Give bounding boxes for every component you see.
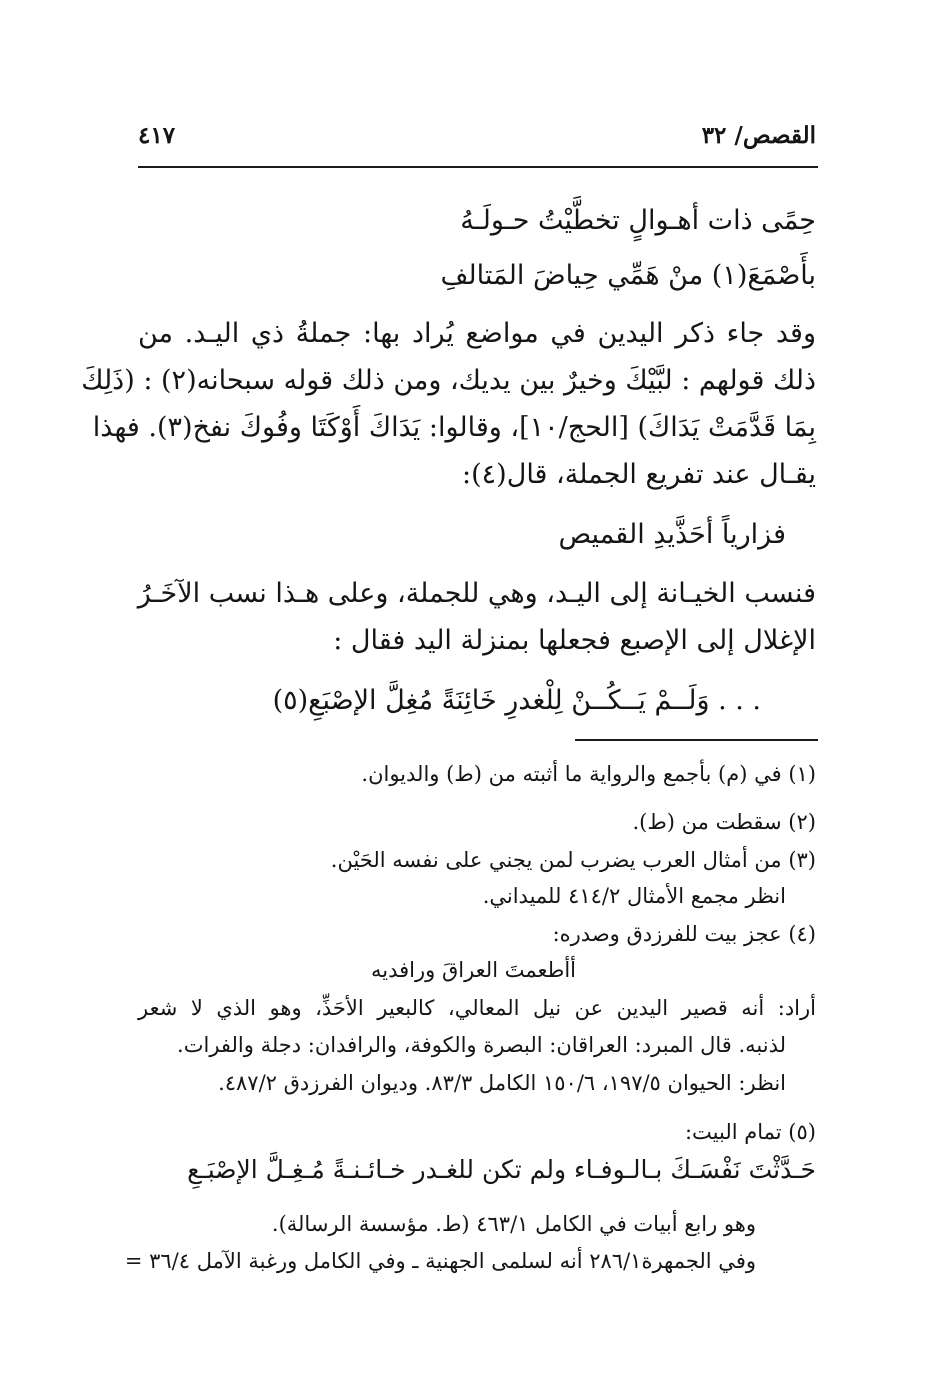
page-number: ٤١٧ bbox=[138, 122, 176, 149]
verse-line-2: بأَصْمَعَ(١) منْ هَمِّي حِياضَ المَتالفِ bbox=[440, 260, 816, 291]
footnote-5-verse: حَـدَّثْتَ نَفْسَـكَ بـالـوفـاء ولم تكن للغـدر خـائـنـةً مُـغِـلَّ الإصْبَـعِ bbox=[187, 1155, 816, 1184]
footnote-3-ref: انظر مجمع الأمثال ٤١٤/٢ للميداني. bbox=[482, 884, 786, 908]
footnote-1: (١) في (م) بأجمع والرواية ما أثبته من (ط) والديوان. bbox=[361, 762, 816, 786]
footnote-2: (٢) سقطت من (ط). bbox=[632, 810, 816, 834]
footnote-3: (٣) من أمثال العرب يضرب لمن يجني على نفسه الحَيْن. bbox=[330, 848, 816, 872]
footnote-5-line-1: وهو رابع أبيات في الكامل ٤٦٣/١ (ط. مؤسسة الرسالة). bbox=[271, 1212, 756, 1236]
footnote-4-verse: أأطعمتَ العراقَ ورافديه bbox=[371, 958, 576, 982]
body-line-6: الإغلال إلى الإصبع فجعلها بمنزلة اليد فقال : bbox=[333, 625, 816, 656]
footnote-5: (٥) تمام البيت: bbox=[684, 1120, 816, 1144]
running-header-title: القصص/ ٣٢ bbox=[701, 122, 816, 149]
footnote-4: (٤) عجز بيت للفرزدق وصدره: bbox=[552, 922, 816, 946]
body-line-3: بِمَا قَدَّمَتْ يَدَاكَ) [الحج/١٠]، وقالوا: يَدَاكَ أَوْكَتَا وفُوكَ نفخ(٣). فهذا bbox=[92, 412, 816, 443]
body-line-1: وقد جاء ذكر اليدين في مواضع يُراد بها: جملةُ ذي اليـد. من bbox=[138, 318, 816, 349]
footnote-4-line-1: أراد: أنه قصير اليدين عن نيل المعالي، كالبعير الأحَذِّ، وهو الذي لا شعر bbox=[138, 996, 816, 1020]
footnote-4-line-3: انظر: الحيوان ١٩٧/٥، ١٥٠/٦ الكامل ٨٣/٣. وديوان الفرزدق ٤٨٧/٢. bbox=[218, 1071, 786, 1095]
footnote-4-line-2: لذنبه. قال المبرد: العراقان: البصرة والكوفة، والرافدان: دجلة والفرات. bbox=[177, 1033, 786, 1057]
body-line-4: يقـال عند تفريع الجملة، قال(٤): bbox=[462, 459, 816, 490]
body-line-2: ذلك قولهم : لبَّيْكَ وخيرٌ بين يديك، ومن ذلك قوله سبحانه(٢) : (ذَلِكَ bbox=[81, 365, 816, 396]
footnote-separator bbox=[575, 739, 818, 741]
quoted-verse: فزارياً أحَذَّيدِ القميص bbox=[558, 519, 786, 550]
verse-line-1: حِمًى ذات أهـوالٍ تخطَّيْتُ حـولَـهُ bbox=[460, 205, 816, 236]
quoted-hemistich: . . . وَلَــمْ يَــكُــنْ لِلْغدرِ خَائِنَةً مُغِلَّ الإصْبَعِ(٥) bbox=[272, 685, 761, 716]
header-rule bbox=[138, 166, 818, 168]
body-line-5: فنسب الخيـانة إلى اليـد، وهي للجملة، وعلى هـذا نسب الآخَـرُ bbox=[137, 578, 816, 609]
footnote-5-line-2: وفي الجمهرة٢٨٦/١ أنه لسلمى الجهنية ـ وفي الكامل ورغبة الآمل ٣٦/٤ = bbox=[124, 1249, 756, 1273]
